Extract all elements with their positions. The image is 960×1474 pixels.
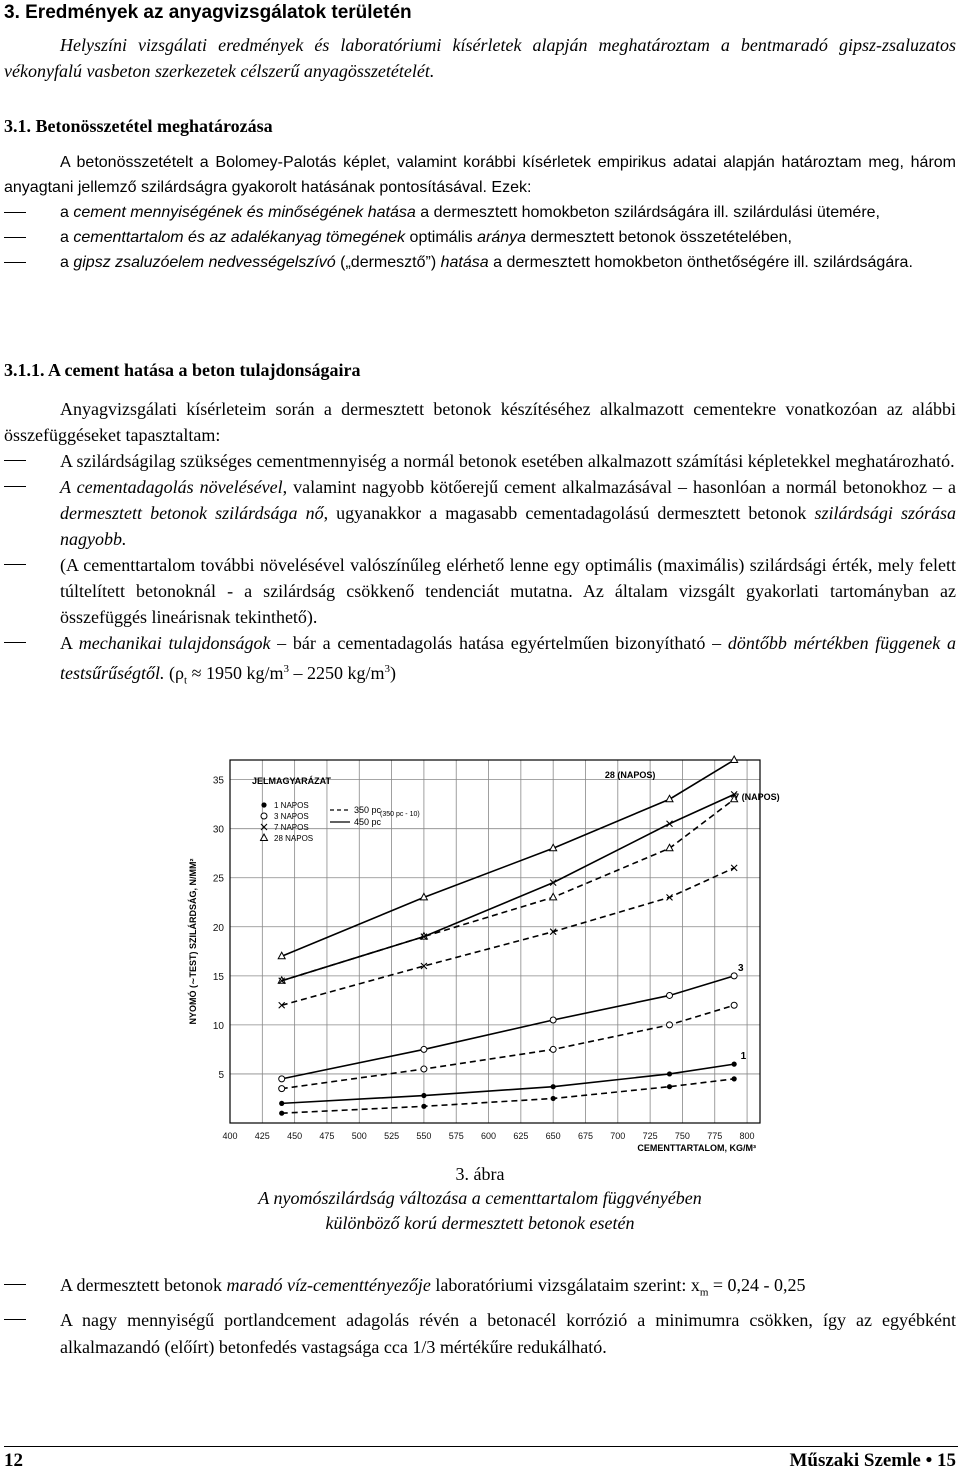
data-point — [667, 992, 673, 998]
legend-marker — [261, 813, 267, 819]
dash-icon — [4, 1284, 26, 1285]
x-tick-label: 750 — [674, 1131, 690, 1141]
dash-icon — [4, 212, 26, 213]
dash-icon — [4, 486, 26, 487]
data-point — [732, 1076, 737, 1081]
y-tick-label: 10 — [212, 1020, 224, 1032]
legend-cement: 350 pc — [354, 805, 382, 815]
data-point — [421, 1093, 426, 1098]
bullet-item: A cementadagolás növelésével, valamint nagyobb kötőerejű cement alkalmazásával – hasonlóan a normál betonokhoz – a dermesztett betonok szilárdsága nő, ugyanakkor a magasabb cementadagolású dermesztett betonok szilárdsági szórása nagyobb. — [4, 474, 956, 552]
x-tick-label: 725 — [642, 1131, 658, 1141]
curve-label: 3 — [738, 962, 744, 974]
section-heading-3-1: 3.1. Betonösszetétel meghatározása — [4, 116, 273, 136]
data-point — [666, 844, 673, 851]
y-tick-label: 15 — [212, 971, 224, 983]
series-line-450pc — [282, 976, 734, 1079]
data-point — [731, 1002, 737, 1008]
data-point — [550, 893, 557, 900]
data-point — [279, 1086, 285, 1092]
section-3-1-paragraph: A betonösszetételt a Bolomey-Palotás képlet, valamint korábbi kísérletek empirikus adatai alapján határoztam meg, három anyagtani jellemző szilárdságra gyakorolt hatásának pontosításával. Ezek: — [4, 154, 956, 196]
bullet-item: A nagy mennyiségű portlandcement adagolás révén a betonacél korrózió a minimumra csökken, így az egyébként alkalmazandó (előírt) betonfedés vastagsága cca 1/3 mértékűre redukálható. — [4, 1307, 956, 1361]
data-point — [667, 1022, 673, 1028]
dash-icon — [4, 460, 26, 461]
legend-entry: 3 NAPOS — [274, 812, 309, 821]
chart-svg — [178, 748, 780, 1153]
dash-icon — [4, 1319, 26, 1320]
legend-marker — [261, 834, 268, 841]
x-tick-label: 600 — [481, 1131, 497, 1141]
data-point — [279, 1111, 284, 1116]
bullet-item: a gipsz zsaluzóelem nedvességelszívó („dermesztő”) hatása a dermesztett homokbeton önthetőségére ill. szilárdságára. — [4, 250, 956, 275]
data-point — [279, 1076, 285, 1082]
x-tick-label: 775 — [707, 1131, 723, 1141]
series-line-450pc — [282, 1064, 734, 1103]
x-tick-label: 625 — [513, 1131, 529, 1141]
section-heading: 3. Eredmények az anyagvizsgálatok területén — [4, 2, 412, 23]
data-point — [279, 1101, 284, 1106]
plot-frame — [230, 760, 760, 1123]
data-point — [550, 1017, 556, 1023]
y-tick-label: 20 — [212, 922, 224, 934]
section-3-1-1-body — [4, 396, 956, 694]
strength-chart — [178, 748, 780, 1153]
x-tick-label: 475 — [319, 1131, 335, 1141]
dash-icon — [4, 564, 26, 565]
journal-name: Műszaki Szemle • 15 — [789, 1450, 956, 1471]
legend-entry: 28 NAPOS — [274, 834, 314, 843]
figure-caption-line1: A nyomószilárdság változása a cementtartalom függvényében — [258, 1188, 702, 1208]
x-tick-label: 550 — [416, 1131, 432, 1141]
legend-cement: 450 pc — [354, 817, 382, 827]
figure-number: 3. ábra — [455, 1164, 505, 1184]
x-tick-label: 575 — [448, 1131, 464, 1141]
curve-label: 1 — [740, 1051, 747, 1063]
after-figure-bullets — [4, 1272, 956, 1361]
curve-label: 7 (NAPOS) — [734, 792, 780, 802]
x-tick-label: 425 — [254, 1131, 270, 1141]
x-tick-label: 400 — [222, 1131, 238, 1141]
footer-rule — [4, 1446, 958, 1447]
data-point — [421, 1046, 427, 1052]
x-tick-label: 650 — [545, 1131, 561, 1141]
legend-title: JELMAGYARÁZAT — [252, 776, 332, 786]
y-axis-label: NYOMÓ (∼TEST) SZILÁRDSÁG, N/MM² — [188, 858, 198, 1025]
data-point — [550, 1046, 556, 1052]
bullet-item: A szilárdságilag szükséges cementmennyiség a normál betonok esetében alkalmazott számítási képletekkel meghatározható. — [4, 448, 956, 474]
dash-icon — [4, 262, 26, 263]
bullet-item: a cementtartalom és az adalékanyag tömegének optimális aránya dermesztett betonok összetételében, — [4, 225, 956, 250]
legend-marker — [261, 824, 267, 830]
section-3-1-body — [4, 150, 956, 275]
x-tick-label: 525 — [384, 1131, 400, 1141]
data-point — [731, 756, 738, 763]
y-tick-label: 35 — [212, 775, 224, 787]
dash-icon — [4, 642, 26, 643]
x-tick-label: 700 — [610, 1131, 626, 1141]
y-tick-label: 25 — [212, 873, 224, 885]
data-point — [421, 1104, 426, 1109]
series-line-350pc — [282, 1005, 734, 1088]
data-point — [551, 1084, 556, 1089]
section-heading-3-1-1: 3.1.1. A cement hatása a beton tulajdonságaira — [4, 360, 361, 380]
x-tick-label: 450 — [287, 1131, 303, 1141]
bullet-item: A dermesztett betonok maradó víz-cementtényezője laboratóriumi vizsgálataim szerint: $x_m = 0,24 - 0,25$ — [4, 1272, 956, 1307]
bullet-item: a cement mennyiségének és minőségének hatása a dermesztett homokbeton szilárdságára ill. szilárdulási ütemére, — [4, 200, 956, 225]
bullet-item: A mechanikai tulajdonságok – bár a cementadagolás hatása egyértelműen bizonyítható – döntőbb mértékben függenek a testsűrűségtől. ($\rho_t \approx 1950$ $kg/m^3 - 2250$ $kg/m^3$) — [4, 630, 956, 694]
data-point — [667, 821, 673, 827]
data-point — [667, 1071, 672, 1076]
data-point — [551, 1096, 556, 1101]
dash-icon — [4, 237, 26, 238]
bullet-item: (A cementtartalom további növelésével valószínűleg elérhető lenne egy optimális (maximális) szilárdsági érték, mely felett túltelített betonoknál - a szilárdság csökkenő tendenciát mutatna. Az általam vizsgált gyakorlati tartományban az összefüggés lineárisnak tekinthető). — [4, 552, 956, 630]
y-tick-label: 30 — [212, 824, 224, 836]
legend-marker — [261, 802, 266, 807]
x-tick-label: 500 — [351, 1131, 367, 1141]
x-tick-label: 675 — [577, 1131, 594, 1141]
series-line-350pc — [282, 868, 734, 1005]
section-3-1-1-paragraph: Anyagvizsgálati kísérleteim során a dermesztett betonok készítéséhez alkalmazott cementekre vonatkozóan az alábbi összefüggéseket tapasztaltam: — [4, 399, 956, 445]
x-tick-label: 800 — [739, 1131, 755, 1141]
data-point — [732, 1062, 737, 1067]
curve-label: 28 (NAPOS) — [604, 770, 656, 780]
legend-note: (350 pc - 10) — [380, 811, 420, 818]
series-line-350pc — [282, 1079, 734, 1113]
page-number: 12 — [4, 1450, 23, 1471]
legend-entry: 7 NAPOS — [274, 823, 309, 832]
data-point — [421, 1066, 427, 1072]
data-point — [667, 1084, 672, 1089]
x-axis-label: CEMENTTARTALOM, KG/M³ — [637, 1143, 756, 1153]
data-point — [731, 865, 737, 871]
intro-paragraph: Helyszíni vizsgálati eredmények és laboratóriumi kísérletek alapján meghatároztam a bentmaradó gipsz-zsaluzatos vékonyfalú vasbeton szerkezetek célszerű anyagösszetételét. — [4, 35, 956, 81]
legend-entry: 1 NAPOS — [274, 801, 309, 810]
data-point — [731, 973, 737, 979]
y-tick-label: 5 — [218, 1069, 224, 1081]
figure-caption-line2: különböző korú dermesztett betonok esetén — [325, 1213, 635, 1233]
